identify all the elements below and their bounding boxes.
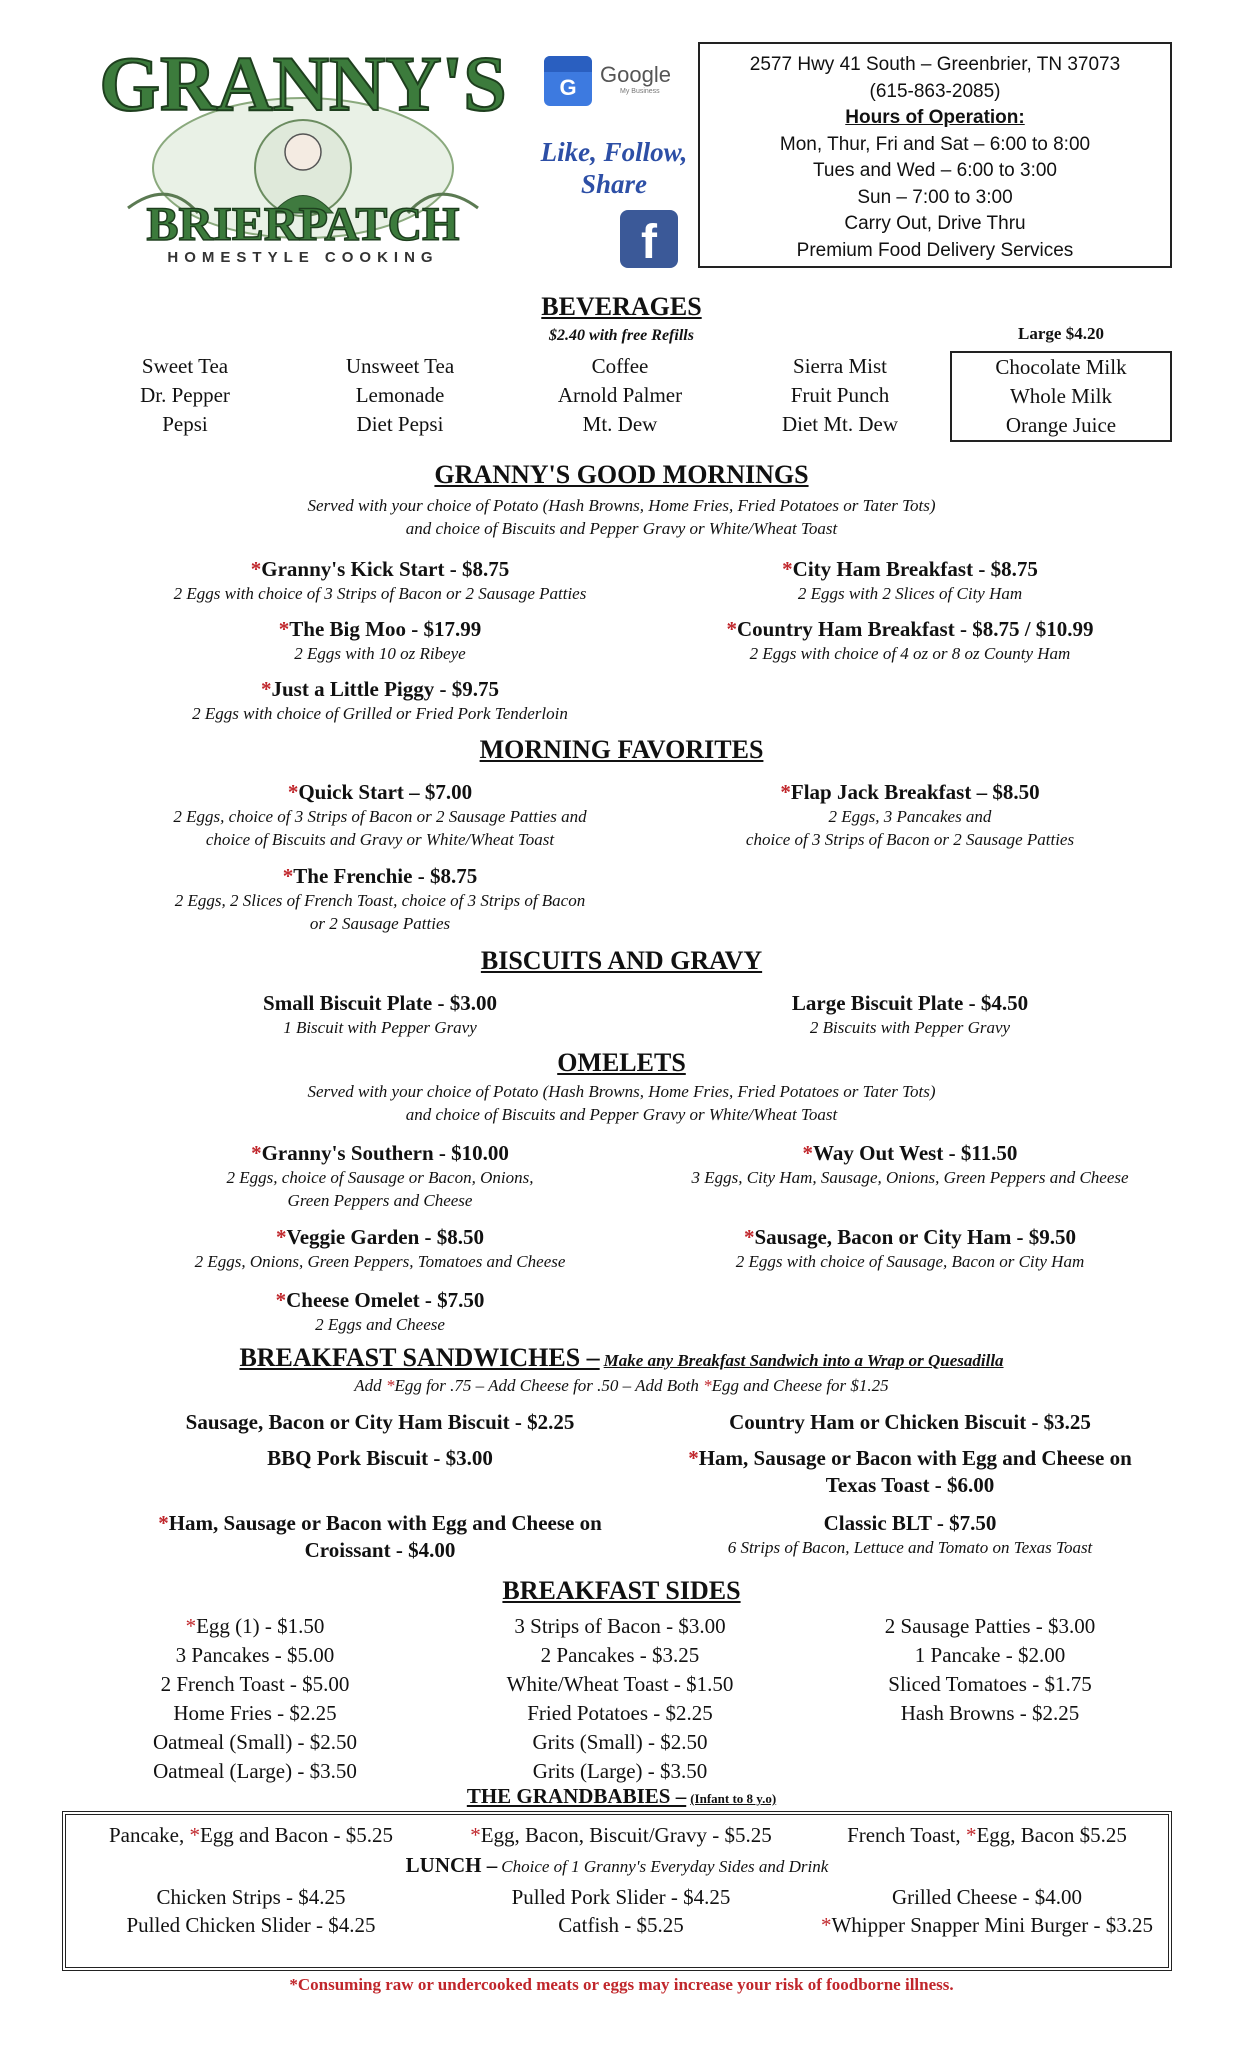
menu-item-desc: 2 Eggs with 2 Slices of City Ham xyxy=(797,584,1023,603)
menu-item xyxy=(60,1409,700,1435)
menu-item-desc: 6 Strips of Bacon, Lettuce and Tomato on Texas Toast xyxy=(727,1538,1093,1557)
menu-item-name: Sausage, Bacon or City Ham - $9.50 xyxy=(754,1225,1077,1249)
section-note: and choice of Biscuits and Pepper Gravy or White/Wheat Toast xyxy=(405,1105,838,1124)
kids-breakfast-item: *Egg, Bacon, Biscuit/Gravy - $5.25 xyxy=(470,1823,772,1847)
menu-item-name: The Frenchie - $8.75 xyxy=(293,864,478,888)
restaurant-logo xyxy=(88,48,518,268)
beverage-item: Arnold Palmer xyxy=(557,383,683,407)
beverage-item: Pepsi xyxy=(162,412,208,436)
menu-item-desc: 2 Eggs, 3 Pancakes and xyxy=(828,807,992,826)
menu-item-name: Texas Toast - $6.00 xyxy=(825,1473,995,1497)
menu-item-desc: 2 Eggs and Cheese xyxy=(315,1315,445,1334)
menu-item: *Veggie Garden - $8.50 2 Eggs, Onions, Green Peppers, Tomatoes and Cheese xyxy=(60,1224,700,1273)
beverage-item: Unsweet Tea xyxy=(345,354,455,378)
beverage-item: Coffee xyxy=(591,354,649,378)
menu-item-desc: 2 Eggs, choice of Sausage or Bacon, Onions, xyxy=(226,1168,534,1187)
side-item: Sliced Tomatoes - $1.75 xyxy=(888,1672,1092,1696)
sides-column xyxy=(110,1612,400,1786)
menu-item-desc: choice of Biscuits and Gravy or White/Wheat Toast xyxy=(205,830,555,849)
menu-item-desc: 2 Eggs, choice of 3 Strips of Bacon or 2 Sausage Patties and xyxy=(173,807,587,826)
service-line: Carry Out, Drive Thru xyxy=(844,213,1026,234)
social-callout: Like, Follow, Share xyxy=(540,137,688,199)
beverage-item: Diet Pepsi xyxy=(356,412,444,436)
grandbabies-title: THE GRANDBABIES – xyxy=(466,1784,687,1808)
menu-item-name: Country Ham Breakfast - $8.75 / $10.99 xyxy=(736,617,1094,641)
menu-item: *City Ham Breakfast - $8.75 2 Eggs with 2 Slices of City Ham xyxy=(630,556,1190,605)
logo-subtitle: BRIERPATCH xyxy=(146,198,460,251)
hours-line: Mon, Thur, Fri and Sat – 6:00 to 8:00 xyxy=(779,133,1091,155)
side-item: Hash Browns - $2.25 xyxy=(900,1701,1080,1725)
menu-item: *Just a Little Piggy - $9.75 2 Eggs with choice of Grilled or Fried Pork Tenderloin xyxy=(60,676,700,725)
beverage-item: Chocolate Milk xyxy=(995,355,1127,379)
beverage-item: Diet Mt. Dew xyxy=(781,412,899,436)
kids-lunch-item: Grilled Cheese - $4.00 xyxy=(891,1885,1083,1909)
menu-item: *Quick Start – $7.00 2 Eggs, choice of 3 Strips of Bacon or 2 Sausage Patties and choice of Biscuits and Gravy or White/Wheat Toast xyxy=(60,779,700,851)
menu-item-name: Small Biscuit Plate - $3.00 xyxy=(263,991,497,1015)
grandbabies-age-note: (Infant to 8 y.o) xyxy=(690,1791,777,1806)
kids-lunch-header: LUNCH – Choice of 1 Granny's Everyday Sides and Drink xyxy=(405,1853,829,1877)
kids-lunch-item: Chicken Strips - $4.25 xyxy=(156,1885,346,1909)
google-sublabel: My Business xyxy=(620,88,660,95)
beverage-item: Sweet Tea xyxy=(141,354,229,378)
beverages-title: BEVERAGES xyxy=(541,292,702,321)
menu-item-desc: choice of 3 Strips of Bacon or 2 Sausage Patties xyxy=(745,830,1075,849)
menu-item-name: Granny's Kick Start - $8.75 xyxy=(261,557,510,581)
section-note: Served with your choice of Potato (Hash Browns, Home Fries, Fried Potatoes or Tater Tots) xyxy=(307,1082,936,1101)
menu-item: *The Big Moo - $17.99 2 Eggs with 10 oz Ribeye xyxy=(60,616,700,665)
side-item: Fried Potatoes - $2.25 xyxy=(527,1701,713,1725)
menu-item xyxy=(630,1409,1190,1435)
menu-item-desc: 2 Eggs with choice of Grilled or Fried Pork Tenderloin xyxy=(192,704,568,723)
menu-item-desc: 2 Biscuits with Pepper Gravy xyxy=(809,1018,1011,1037)
section-note: Served with your choice of Potato (Hash Browns, Home Fries, Fried Potatoes or Tater Tots) xyxy=(307,496,936,515)
sides-title: BREAKFAST SIDES xyxy=(502,1576,741,1605)
address: 2577 Hwy 41 South – Greenbrier, TN 37073 xyxy=(749,54,1121,75)
menu-item-desc: 2 Eggs with choice of 4 oz or 8 oz County Ham xyxy=(749,644,1071,663)
menu-item-name: Quick Start – $7.00 xyxy=(298,780,473,804)
omelets-title: OMELETS xyxy=(557,1048,686,1077)
kids-lunch-item: Pulled Chicken Slider - $4.25 xyxy=(126,1913,376,1937)
menu-item-desc: 2 Eggs with choice of Sausage, Bacon or City Ham xyxy=(735,1252,1085,1271)
side-item: Grits (Large) - $3.50 xyxy=(532,1759,708,1783)
side-item: *Egg (1) - $1.50 xyxy=(185,1614,325,1638)
menu-item-desc: 2 Eggs with choice of 3 Strips of Bacon or 2 Sausage Patties xyxy=(173,584,587,603)
menu-item: *Ham, Sausage or Bacon with Egg and Cheese on Texas Toast - $6.00 xyxy=(630,1445,1190,1499)
hours-title: Hours of Operation: xyxy=(845,107,1025,128)
sandwiches-title-note: Make any Breakfast Sandwich into a Wrap or Quesadilla xyxy=(603,1351,1004,1370)
hours-line: Tues and Wed – 6:00 to 3:00 xyxy=(812,160,1057,181)
beverages-price-note: $2.40 with free Refills xyxy=(549,327,694,344)
beverage-column xyxy=(80,352,290,439)
menu-item: *Sausage, Bacon or City Ham - $9.50 2 Eggs with choice of Sausage, Bacon or City Ham xyxy=(630,1224,1190,1273)
menu-item-name: Large Biscuit Plate - $4.50 xyxy=(791,991,1029,1015)
kids-lunch-item: Pulled Pork Slider - $4.25 xyxy=(511,1885,731,1909)
kids-lunch-item: *Whipper Snapper Mini Burger - $3.25 xyxy=(820,1913,1154,1937)
kids-lunch-item: Catfish - $5.25 xyxy=(558,1913,684,1937)
menu-item-desc: 2 Eggs with 10 oz Ribeye xyxy=(294,644,466,663)
beverage-column xyxy=(735,352,945,439)
beverage-item: Lemonade xyxy=(355,383,445,407)
menu-item-name: Croissant - $4.00 xyxy=(304,1538,456,1562)
good-mornings-title: GRANNY'S GOOD MORNINGS xyxy=(434,460,809,489)
menu-item: *Way Out West - $11.50 3 Eggs, City Ham, Sausage, Onions, Green Peppers and Cheese xyxy=(630,1140,1190,1189)
menu-item-desc: Green Peppers and Cheese xyxy=(287,1191,473,1210)
sides-column xyxy=(840,1612,1140,1728)
menu-item-name: The Big Moo - $17.99 xyxy=(289,617,482,641)
menu-item: *Country Ham Breakfast - $8.75 / $10.99 2 Eggs with choice of 4 oz or 8 oz County Ham xyxy=(630,616,1190,665)
contact-hours-box xyxy=(698,42,1172,268)
google-business-icon[interactable]: G xyxy=(544,56,592,106)
side-item: 2 Pancakes - $3.25 xyxy=(540,1643,700,1667)
menu-item-desc: 1 Biscuit with Pepper Gravy xyxy=(283,1018,477,1037)
foodborne-illness-warning: *Consuming raw or undercooked meats or eggs may increase your risk of foodborne illness. xyxy=(289,1975,954,1994)
menu-item-name: Flap Jack Breakfast – $8.50 xyxy=(790,780,1040,804)
menu-item: *Granny's Southern - $10.00 2 Eggs, choice of Sausage or Bacon, Onions, Green Peppers and Cheese xyxy=(60,1140,700,1212)
beverage-item: Sierra Mist xyxy=(793,354,887,378)
menu-item: *Cheese Omelet - $7.50 2 Eggs and Cheese xyxy=(60,1287,700,1336)
hours-line: Sun – 7:00 to 3:00 xyxy=(857,186,1013,208)
grandbabies-box xyxy=(62,1811,1172,1971)
facebook-icon[interactable]: f xyxy=(620,210,678,268)
beverage-item: Whole Milk xyxy=(1009,384,1113,408)
beverage-item: Fruit Punch xyxy=(790,383,890,407)
kids-breakfast-item: Pancake, *Egg and Bacon - $5.25 xyxy=(108,1823,393,1847)
service-line: Premium Food Delivery Services xyxy=(796,239,1074,261)
menu-item-name: BBQ Pork Biscuit - $3.00 xyxy=(267,1446,493,1470)
side-item: Oatmeal (Large) - $3.50 xyxy=(153,1759,357,1783)
menu-item xyxy=(60,990,700,1039)
menu-item-name: Cheese Omelet - $7.50 xyxy=(286,1288,485,1312)
side-item: Oatmeal (Small) - $2.50 xyxy=(152,1730,358,1754)
morning-favorites-title: MORNING FAVORITES xyxy=(479,735,764,764)
menu-item-name: Veggie Garden - $8.50 xyxy=(286,1225,485,1249)
beverage-item: Dr. Pepper xyxy=(140,383,230,407)
sandwiches-title: BREAKFAST SANDWICHES – xyxy=(239,1343,600,1372)
side-item: 3 Pancakes - $5.00 xyxy=(175,1643,335,1667)
menu-item: *The Frenchie - $8.75 2 Eggs, 2 Slices of French Toast, choice of 3 Strips of Bacon or 2 Sausage Patties xyxy=(60,863,700,935)
menu-item: *Granny's Kick Start - $8.75 2 Eggs with choice of 3 Strips of Bacon or 2 Sausage Patties xyxy=(60,556,700,605)
kids-breakfast-item: French Toast, *Egg, Bacon $5.25 xyxy=(847,1823,1127,1847)
side-item: Home Fries - $2.25 xyxy=(173,1701,337,1725)
section-note: and choice of Biscuits and Pepper Gravy or White/Wheat Toast xyxy=(405,519,838,538)
menu-item-name: Way Out West - $11.50 xyxy=(813,1141,1018,1165)
beverage-column xyxy=(515,352,725,439)
sandwich-addons: Add *Egg for .75 – Add Cheese for .50 – Add Both *Egg and Cheese for $1.25 xyxy=(354,1376,889,1395)
logo-title: GRANNY'S xyxy=(99,48,507,127)
menu-item-name: Country Ham or Chicken Biscuit - $3.25 xyxy=(729,1410,1091,1434)
google-label: Google xyxy=(600,62,671,87)
menu-item-desc: 2 Eggs, 2 Slices of French Toast, choice of 3 Strips of Bacon xyxy=(174,891,586,910)
menu-item-desc: 3 Eggs, City Ham, Sausage, Onions, Green Peppers and Cheese xyxy=(691,1168,1129,1187)
large-beverages-box xyxy=(950,351,1172,442)
menu-item: *Flap Jack Breakfast – $8.50 2 Eggs, 3 Pancakes and choice of 3 Strips of Bacon or 2 Sausage Patties xyxy=(630,779,1190,851)
menu-item-name: City Ham Breakfast - $8.75 xyxy=(792,557,1038,581)
side-item: 3 Strips of Bacon - $3.00 xyxy=(514,1614,726,1638)
side-item: 2 French Toast - $5.00 xyxy=(160,1672,350,1696)
social-links xyxy=(524,50,704,280)
beverage-item: Orange Juice xyxy=(1005,413,1117,437)
sandwiches-header xyxy=(0,1343,1243,1373)
menu-item xyxy=(630,1510,1190,1559)
logo-graphic xyxy=(88,48,518,268)
menu-item xyxy=(60,1445,700,1471)
logo-tagline: HOMESTYLE COOKING xyxy=(167,249,439,266)
menu-item: *Ham, Sausage or Bacon with Egg and Cheese on Croissant - $4.00 xyxy=(60,1510,700,1564)
menu-item-name: Ham, Sausage or Bacon with Egg and Cheese on xyxy=(698,1446,1132,1470)
menu-item-name: Sausage, Bacon or City Ham Biscuit - $2.25 xyxy=(185,1410,575,1434)
beverages-large-note: Large $4.20 xyxy=(1018,324,1104,343)
side-item: 2 Sausage Patties - $3.00 xyxy=(884,1614,1096,1638)
phone-number[interactable]: (615-863-2085) xyxy=(869,80,1001,102)
beverage-item: Mt. Dew xyxy=(582,412,658,436)
side-item: White/Wheat Toast - $1.50 xyxy=(506,1672,734,1696)
side-item: 1 Pancake - $2.00 xyxy=(914,1643,1066,1667)
menu-item-desc: or 2 Sausage Patties xyxy=(309,914,451,933)
menu-item-desc: 2 Eggs, Onions, Green Peppers, Tomatoes and Cheese xyxy=(194,1252,566,1271)
biscuits-title: BISCUITS AND GRAVY xyxy=(480,946,763,975)
menu-item-name: Ham, Sausage or Bacon with Egg and Cheese on xyxy=(168,1511,602,1535)
beverage-column xyxy=(295,352,505,439)
menu-item xyxy=(630,990,1190,1039)
side-item: Grits (Small) - $2.50 xyxy=(532,1730,708,1754)
sides-column xyxy=(470,1612,770,1786)
menu-item-name: Just a Little Piggy - $9.75 xyxy=(271,677,499,701)
menu-item-name: Granny's Southern - $10.00 xyxy=(261,1141,509,1165)
menu-item-name: Classic BLT - $7.50 xyxy=(823,1511,997,1535)
grandbabies-header xyxy=(0,1784,1243,1809)
